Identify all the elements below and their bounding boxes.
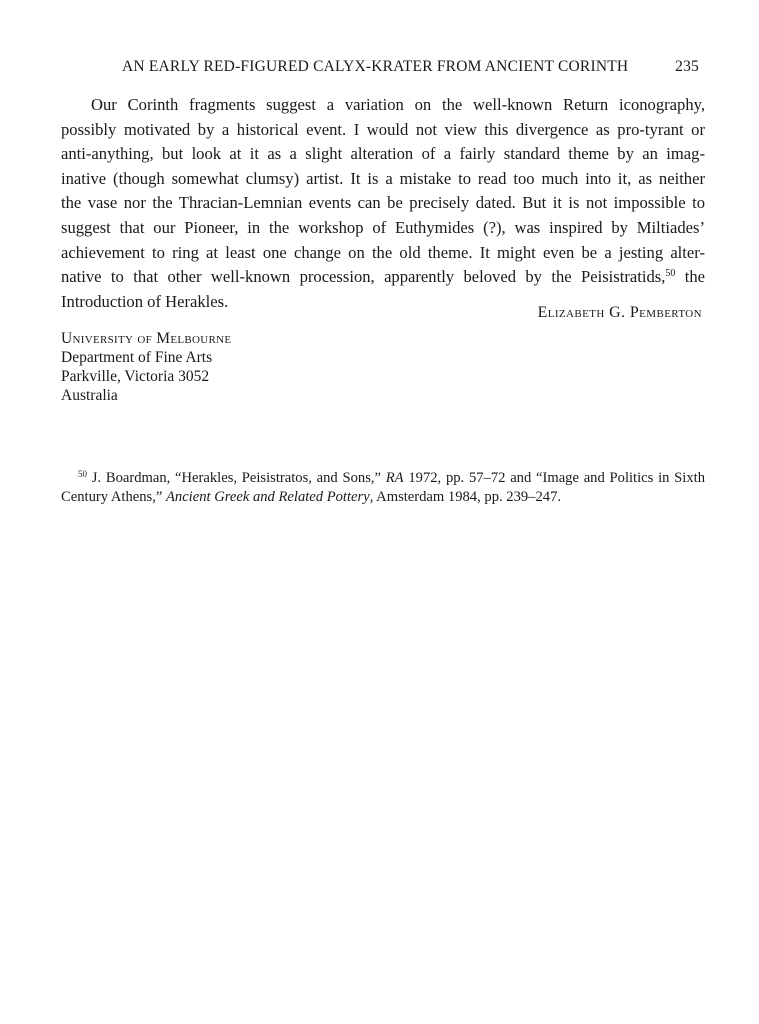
body-line: the vase nor the Thracian-Lemnian events can be precisely dated. But it is not impossible to [61,193,705,213]
footnote-text: , Amsterdam 1984, pp. 239–247. [369,488,562,505]
department: Department of Fine Arts [61,349,213,366]
book-title: Ancient Greek and Related Pottery [165,488,370,505]
body-line-tail: the [675,267,706,287]
body-line-with-footnote [61,265,705,290]
journal-title: RA [385,470,404,486]
city: Parkville, Victoria 3052 [61,368,210,385]
footnote-text: 1972, pp. 57–72 and “Image and Politics in Sixth [403,470,705,486]
author-signature: Elizabeth G. Pemberton [537,304,702,321]
running-head-title: AN EARLY RED-FIGURED CALYX-KRATER FROM ANCIENT CORINTH [122,58,629,75]
footnote [61,469,705,506]
footnote-number: 50 [78,469,87,479]
page-number: 235 [675,58,699,75]
body-line: possibly motivated by a historical event. I would not view this divergence as pro-tyrant or [61,119,705,139]
body-line: inative (though somewhat clumsy) artist. It is a mistake to read too much into it, as neither [61,168,705,188]
body-line: anti-anything, but look at it as a slight alteration of a fairly standard theme by an imag- [61,144,705,164]
footnote-reference: 50 [665,268,676,280]
footnote-line [61,469,705,488]
country: Australia [61,387,118,404]
body-line: Introduction of Herakles. [61,291,229,311]
body-paragraph [61,93,705,314]
body-line-text: native to that other well-known procession, apparently beloved by the Peisistratids, [61,267,666,287]
footnote-line [61,488,705,507]
footnote-text: Century Athens,” [61,488,166,505]
body-line: achievement to ring at least one change on the old theme. It might even be a jesting alter- [61,242,705,262]
body-line: suggest that our Pioneer, in the workshop of Euthymides (?), was inspired by Miltiades’ [61,217,705,237]
author-address [61,329,231,405]
institution: University of Melbourne [61,330,232,347]
footnote-text: J. Boardman, “Herakles, Peisistratos, and Sons,” [87,470,386,486]
body-line: Our Corinth fragments suggest a variation on the well-known Return iconography, [91,95,705,114]
